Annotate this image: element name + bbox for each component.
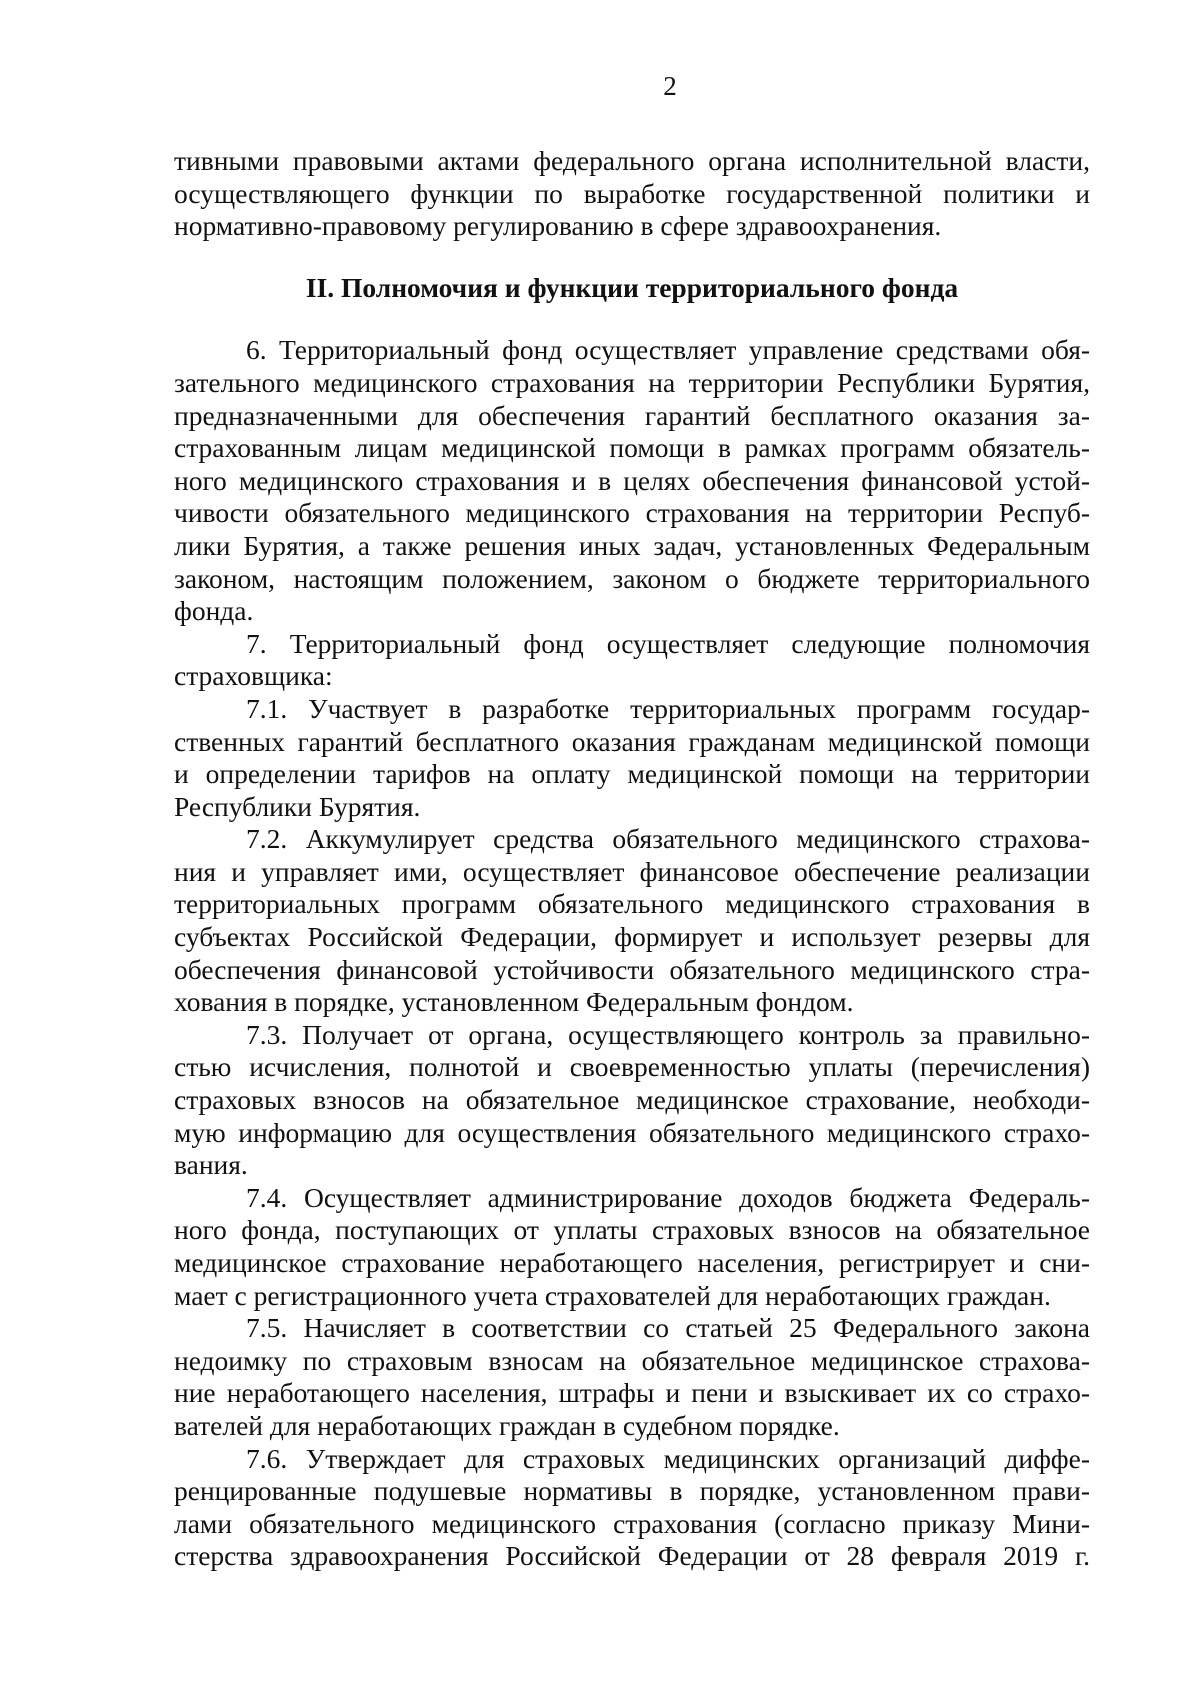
text-line: стью исчисления, полнотой и своевременностью уплаты (перечисления) <box>174 1051 1090 1083</box>
text-line: обеспечения финансовой устойчивости обязательного медицинского стра- <box>174 953 1090 985</box>
text-line: ного медицинского страхования и в целях обеспечения финансовой устой- <box>174 464 1090 496</box>
paragraph-6 <box>174 334 1090 627</box>
text-line: Республики Бурятия. <box>174 790 421 822</box>
paragraph-7-1 <box>174 693 1090 823</box>
text-line: законом, настоящим положением, законом о бюджете территориального <box>174 562 1090 594</box>
text-line: страховых взносов на обязательное медицинское страхование, необходи- <box>174 1084 1090 1116</box>
text-line: и определении тарифов на оплату медицинской помощи на территории <box>174 758 1090 790</box>
paragraph-7-5 <box>174 1312 1090 1442</box>
text-line: тивными правовыми актами федерального органа исполнительной власти, <box>174 145 1090 176</box>
text-line: ния и управляет ими, осуществляет финансовое обеспечение реализации <box>174 855 1090 887</box>
text-line: фонда. <box>174 595 254 627</box>
text-line: мую информацию для осуществления обязательного медицинского страхо- <box>174 1116 1090 1148</box>
text-line: ренцированные подушевые нормативы в порядке, установленном прави- <box>174 1475 1090 1507</box>
text-line: ственных гарантий бесплатного оказания гражданам медицинской помощи <box>174 725 1090 757</box>
text-line: предназначенными для обеспечения гарантий бесплатного оказания за- <box>174 399 1090 431</box>
text-line: вания. <box>174 1149 248 1181</box>
paragraph-7-2 <box>174 823 1090 1019</box>
text-line: хования в порядке, установленном Федеральным фондом. <box>174 986 854 1018</box>
page-number: 2 <box>663 71 677 101</box>
text-line: 7.2. Аккумулирует средства обязательного медицинского страхова- <box>246 823 1090 855</box>
text-line: 7.1. Участвует в разработке территориальных программ государ- <box>246 692 1090 724</box>
text-line: 7.6. Утверждает для страховых медицинских организаций диффе- <box>246 1442 1090 1474</box>
text-line: зательного медицинского страхования на территории Республики Бурятия, <box>174 366 1090 398</box>
text-line: стерства здравоохранения Российской Федерации от 28 февраля 2019 г. <box>174 1540 1090 1572</box>
text-line: нормативно-правовому регулированию в сфере здравоохранения. <box>174 210 942 242</box>
text-line: субъектах Российской Федерации, формирует и использует резервы для <box>174 921 1090 953</box>
text-line: ние неработающего населения, штрафы и пени и взыскивает их со страхо- <box>174 1377 1090 1409</box>
text-line: страхованным лицам медицинской помощи в рамках программ обязатель- <box>174 432 1090 464</box>
text-line: 7.3. Получает от органа, осуществляющего контроль за правильно- <box>246 1018 1090 1050</box>
text-line: 7.4. Осуществляет администрирование доходов бюджета Федераль- <box>246 1181 1090 1213</box>
text-line: 7. Территориальный фонд осуществляет следующие полномочия <box>246 627 1090 659</box>
paragraph-7-3 <box>174 1019 1090 1182</box>
text-line: лики Бурятия, а также решения иных задач, установленных Федеральным <box>174 529 1090 561</box>
text-line: недоимку по страховым взносам на обязательное медицинское страхова- <box>174 1344 1090 1376</box>
text-line: чивости обязательного медицинского страхования на территории Респуб- <box>174 497 1090 529</box>
text-line: 6. Территориальный фонд осуществляет управление средствами обя- <box>246 334 1090 366</box>
text-line: территориальных программ обязательного медицинского страхования в <box>174 888 1090 920</box>
text-line: ного фонда, поступающих от уплаты страховых взносов на обязательное <box>174 1214 1090 1246</box>
text-line: осуществляющего функции по выработке государственной политики и <box>174 177 1090 209</box>
text-line: мает с регистрационного учета страхователей для неработающих граждан. <box>174 1279 1051 1311</box>
text-line: лами обязательного медицинского страхования (согласно приказу Мини- <box>174 1507 1090 1539</box>
text-line: медицинское страхование неработающего населения, регистрирует и сни- <box>174 1247 1090 1278</box>
paragraph-7-6 <box>174 1443 1090 1573</box>
text-line: 7.5. Начисляет в соответствии со статьей 25 Федерального закона <box>246 1312 1090 1344</box>
text-line: страховщика: <box>174 660 333 692</box>
text-line: вателей для неработающих граждан в судебном порядке. <box>174 1409 840 1441</box>
intro-paragraph <box>174 145 1090 243</box>
paragraph-7 <box>174 628 1090 693</box>
section-heading: II. Полномочия и функции территориального фонда <box>305 271 959 303</box>
paragraph-7-4 <box>174 1182 1090 1312</box>
document-body <box>174 145 1090 1573</box>
